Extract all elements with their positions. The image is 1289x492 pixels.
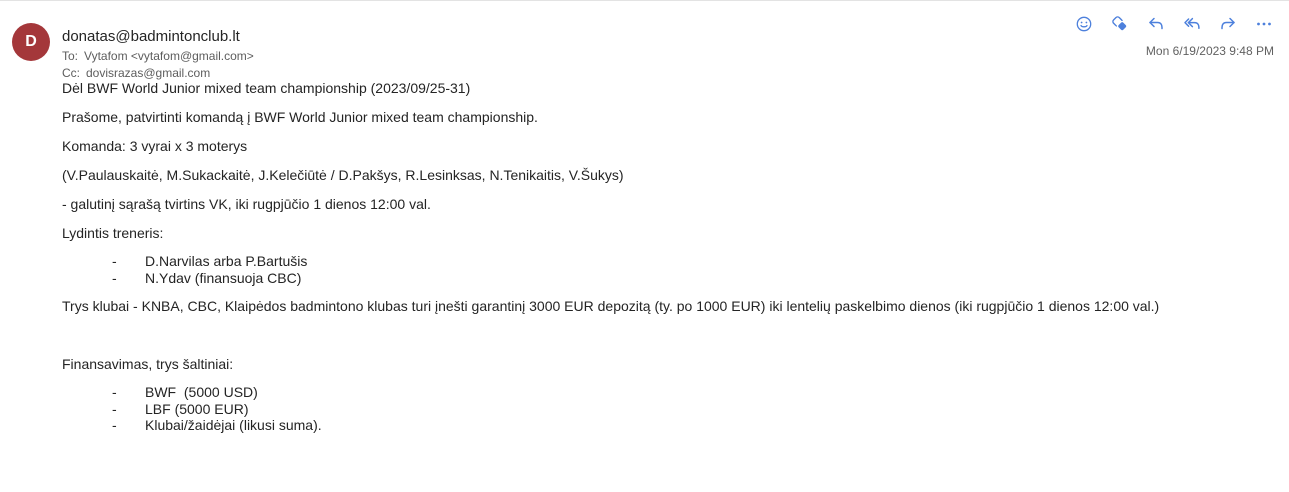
message-toolbar [1074, 14, 1274, 34]
apps-icon [1110, 14, 1130, 34]
forward-icon [1218, 14, 1238, 34]
sender-block [62, 27, 254, 82]
list-marker: - [112, 253, 117, 269]
to-label: To: [62, 49, 79, 63]
list-item [62, 417, 1273, 434]
message-timestamp: Mon 6/19/2023 9:48 PM [1145, 44, 1274, 58]
more-options-icon [1254, 14, 1274, 34]
body-paragraph: Komanda: 3 vyrai x 3 moterys [62, 138, 248, 154]
list-item-text: N.Ydav (finansuoja CBC) [145, 269, 302, 286]
list-item [62, 253, 1273, 270]
list-marker: - [112, 400, 117, 417]
apps-button[interactable] [1110, 14, 1130, 34]
reply-all-icon [1182, 14, 1202, 34]
cc-recipient[interactable]: dovisrazas@gmail.com [86, 66, 211, 80]
reply-icon [1146, 14, 1166, 34]
body-paragraph: - galutinį sąrašą tvirtins VK, iki rugpjūčio 1 dienos 12:00 val. [62, 196, 431, 212]
forward-button[interactable] [1218, 14, 1238, 34]
subject-line: Dėl BWF World Junior mixed team championship (2023/09/25-31) [62, 80, 471, 96]
body-paragraph: Lydintis treneris: [62, 225, 164, 241]
avatar[interactable] [12, 23, 50, 61]
avatar-initial: D [25, 33, 37, 50]
to-recipient[interactable]: Vytafom <vytafom@gmail.com> [84, 49, 254, 63]
to-line [62, 48, 254, 65]
list-item-text: LBF (5000 EUR) [145, 400, 249, 417]
list-marker: - [112, 417, 117, 433]
list-marker: - [112, 384, 117, 400]
emoji-reaction-icon [1074, 14, 1094, 34]
coaches-list [62, 253, 1273, 286]
sender-email[interactable]: donatas@badmintonclub.lt [62, 28, 240, 45]
funding-list [62, 384, 1273, 434]
list-marker: - [112, 269, 117, 286]
list-item-text: BWF (5000 USD) [145, 384, 258, 400]
cc-line [62, 65, 254, 82]
header-actions [1074, 14, 1274, 59]
cc-label: Cc: [62, 66, 80, 80]
list-item [62, 270, 1273, 287]
list-item [62, 401, 1273, 418]
body-paragraph: Prašome, patvirtinti komandą į BWF World Junior mixed team championship. [62, 109, 538, 125]
body-paragraph: Trys klubai - KNBA, CBC, Klaipėdos badmintono klubas turi įnešti garantinį 3000 EUR depozitą (ty. po 1000 EUR) iki lentelių paskelbimo dienos (iki rugpjūčio 1 dienos 12:00 val.) [62, 298, 1160, 314]
list-item [62, 384, 1273, 401]
emoji-reaction-button[interactable] [1074, 14, 1094, 34]
message-header [0, 1, 1289, 79]
body-paragraph: Finansavimas, trys šaltiniai: [62, 356, 234, 372]
list-item-text: Klubai/žaidėjai (likusi suma). [145, 417, 322, 433]
message-body [0, 79, 1289, 434]
list-item-text: D.Narvilas arba P.Bartušis [145, 253, 308, 269]
more-options-button[interactable] [1254, 14, 1274, 34]
reply-button[interactable] [1146, 14, 1166, 34]
reply-all-button[interactable] [1182, 14, 1202, 34]
body-paragraph: (V.Paulauskaitė, M.Sukackaitė, J.Kelečiūtė / D.Pakšys, R.Lesinksas, N.Tenikaitis, V.Šukys) [62, 167, 624, 183]
